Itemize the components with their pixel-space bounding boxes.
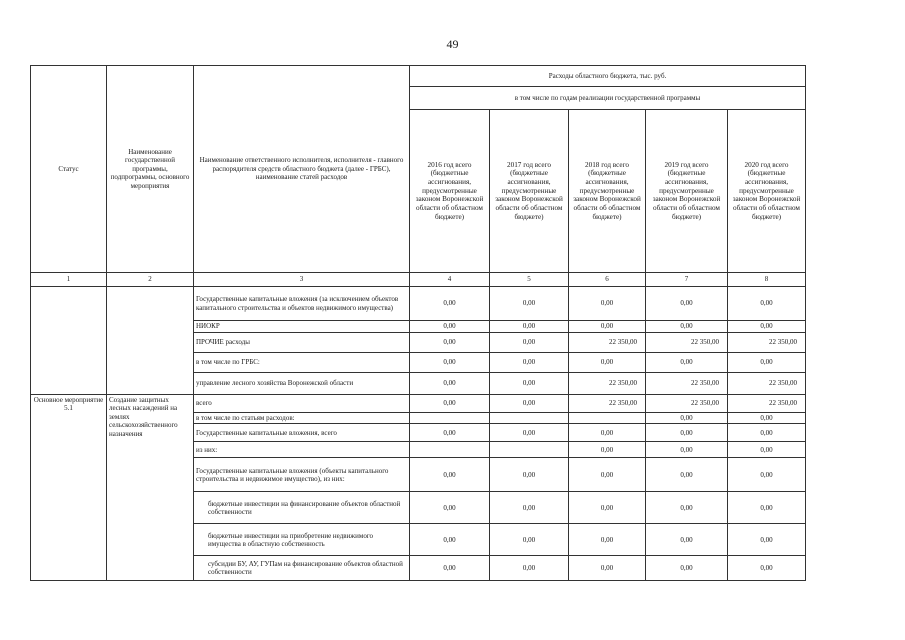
header-program-name: Наименование государственной программы, подпрограммы, основного мероприятия	[107, 66, 194, 273]
column-numbers-row	[31, 273, 806, 287]
value-2019: 0,00	[646, 556, 728, 581]
value-2017: 0,00	[490, 353, 569, 373]
value-2017: 0,00	[490, 321, 569, 333]
value-2020: 0,00	[728, 413, 806, 424]
value-2020: 0,00	[728, 556, 806, 581]
column-number: 1	[31, 273, 107, 287]
row-description: в том числе по статьям расходов:	[194, 413, 410, 424]
column-number: 8	[728, 273, 806, 287]
value-2020: 22 350,00	[728, 333, 806, 353]
value-2017: 0,00	[490, 373, 569, 395]
value-2017: 0,00	[490, 492, 569, 524]
column-number: 6	[569, 273, 646, 287]
row-description: НИОКР	[194, 321, 410, 333]
row-description: Государственные капитальные вложения, всего	[194, 424, 410, 442]
value-2018: 22 350,00	[569, 333, 646, 353]
value-2017: 0,00	[490, 395, 569, 413]
value-2019: 0,00	[646, 424, 728, 442]
row-description: управление лесного хозяйства Воронежской области	[194, 373, 410, 395]
budget-table	[30, 65, 806, 581]
row-description: в том числе по ГРБС:	[194, 353, 410, 373]
column-number: 7	[646, 273, 728, 287]
value-2019: 0,00	[646, 458, 728, 492]
header-year-2020: 2020 год всего (бюджетные ассигнования, предусмотренные законом Воронежской области об областном бюджете)	[728, 110, 806, 273]
value-2016: 0,00	[410, 287, 490, 321]
value-2020: 0,00	[728, 492, 806, 524]
column-number: 3	[194, 273, 410, 287]
value-2018	[569, 413, 646, 424]
value-2019: 22 350,00	[646, 333, 728, 353]
name-cell-empty	[107, 287, 194, 395]
value-2017: 0,00	[490, 287, 569, 321]
value-2016: 0,00	[410, 353, 490, 373]
value-2018: 0,00	[569, 524, 646, 556]
column-number: 5	[490, 273, 569, 287]
status-cell-empty	[31, 287, 107, 395]
value-2016: 0,00	[410, 458, 490, 492]
header-expenses: Расходы областного бюджета, тыс. руб.	[410, 66, 806, 87]
value-2020: 0,00	[728, 458, 806, 492]
value-2020: 0,00	[728, 424, 806, 442]
header-year-2019: 2019 год всего (бюджетные ассигнования, предусмотренные законом Воронежской области об областном бюджете)	[646, 110, 728, 273]
value-2020: 0,00	[728, 287, 806, 321]
value-2019: 0,00	[646, 353, 728, 373]
event-status: Основное мероприятие 5.1	[31, 395, 107, 581]
page-number: 49	[446, 37, 459, 51]
value-2018: 22 350,00	[569, 373, 646, 395]
value-2017	[490, 442, 569, 458]
header-year-2016: 2016 год всего (бюджетные ассигнования, предусмотренные законом Воронежской области об областном бюджете)	[410, 110, 490, 273]
value-2020: 22 350,00	[728, 373, 806, 395]
value-2018: 0,00	[569, 458, 646, 492]
value-2016: 0,00	[410, 424, 490, 442]
value-2016: 0,00	[410, 395, 490, 413]
row-description: Государственные капитальные вложения (за исключением объектов капитального строительства и объектов недвижимого имущества)	[194, 287, 410, 321]
value-2017: 0,00	[490, 524, 569, 556]
value-2020: 0,00	[728, 524, 806, 556]
value-2018: 0,00	[569, 492, 646, 524]
value-2016: 0,00	[410, 492, 490, 524]
value-2020: 0,00	[728, 321, 806, 333]
header-executor: Наименование ответственного исполнителя, исполнителя - главного распорядителя средств областного бюджета (далее - ГРБС), наименование статей расходов	[194, 66, 410, 273]
value-2016: 0,00	[410, 524, 490, 556]
header-year-2017: 2017 год всего (бюджетные ассигнования, предусмотренные законом Воронежской области об областном бюджете)	[490, 110, 569, 273]
value-2016	[410, 413, 490, 424]
value-2019: 0,00	[646, 492, 728, 524]
value-2016: 0,00	[410, 333, 490, 353]
header-year-2018: 2018 год всего (бюджетные ассигнования, предусмотренные законом Воронежской области об областном бюджете)	[569, 110, 646, 273]
header-status: Статус	[31, 66, 107, 273]
value-2018: 0,00	[569, 287, 646, 321]
column-number: 2	[107, 273, 194, 287]
row-description: Государственные капитальные вложения (объекты капитального строительства и недвижимое имущество), из них:	[194, 458, 410, 492]
value-2019: 0,00	[646, 442, 728, 458]
value-2016: 0,00	[410, 556, 490, 581]
row-description: бюджетные инвестиции на финансирование объектов областной собственности	[194, 492, 410, 524]
value-2018: 0,00	[569, 321, 646, 333]
value-2017: 0,00	[490, 458, 569, 492]
value-2018: 0,00	[569, 442, 646, 458]
value-2017	[490, 413, 569, 424]
value-2020: 0,00	[728, 442, 806, 458]
value-2017: 0,00	[490, 556, 569, 581]
column-number: 4	[410, 273, 490, 287]
value-2019: 0,00	[646, 321, 728, 333]
value-2016: 0,00	[410, 373, 490, 395]
value-2018: 0,00	[569, 556, 646, 581]
value-2018: 0,00	[569, 353, 646, 373]
row-description: субсидии БУ, АУ, ГУПам на финансирование объектов областной собственности	[194, 556, 410, 581]
value-2018: 0,00	[569, 424, 646, 442]
value-2019: 0,00	[646, 413, 728, 424]
row-description: ПРОЧИЕ расходы	[194, 333, 410, 353]
value-2019: 0,00	[646, 287, 728, 321]
row-description: всего	[194, 395, 410, 413]
value-2018: 22 350,00	[569, 395, 646, 413]
value-2019: 22 350,00	[646, 395, 728, 413]
value-2019: 0,00	[646, 524, 728, 556]
value-2020: 22 350,00	[728, 395, 806, 413]
value-2017: 0,00	[490, 424, 569, 442]
table-row	[31, 395, 806, 413]
row-description: бюджетные инвестиции на приобретение недвижимого имущества в областную собственность	[194, 524, 410, 556]
row-description: из них:	[194, 442, 410, 458]
value-2019: 22 350,00	[646, 373, 728, 395]
value-2017: 0,00	[490, 333, 569, 353]
event-name: Создание защитных лесных насаждений на землях сельскохозяйственного назначения	[107, 395, 194, 581]
header-by-years: в том числе по годам реализации государственной программы	[410, 87, 806, 110]
value-2020: 0,00	[728, 353, 806, 373]
value-2016	[410, 442, 490, 458]
table-row	[31, 287, 806, 321]
value-2016: 0,00	[410, 321, 490, 333]
